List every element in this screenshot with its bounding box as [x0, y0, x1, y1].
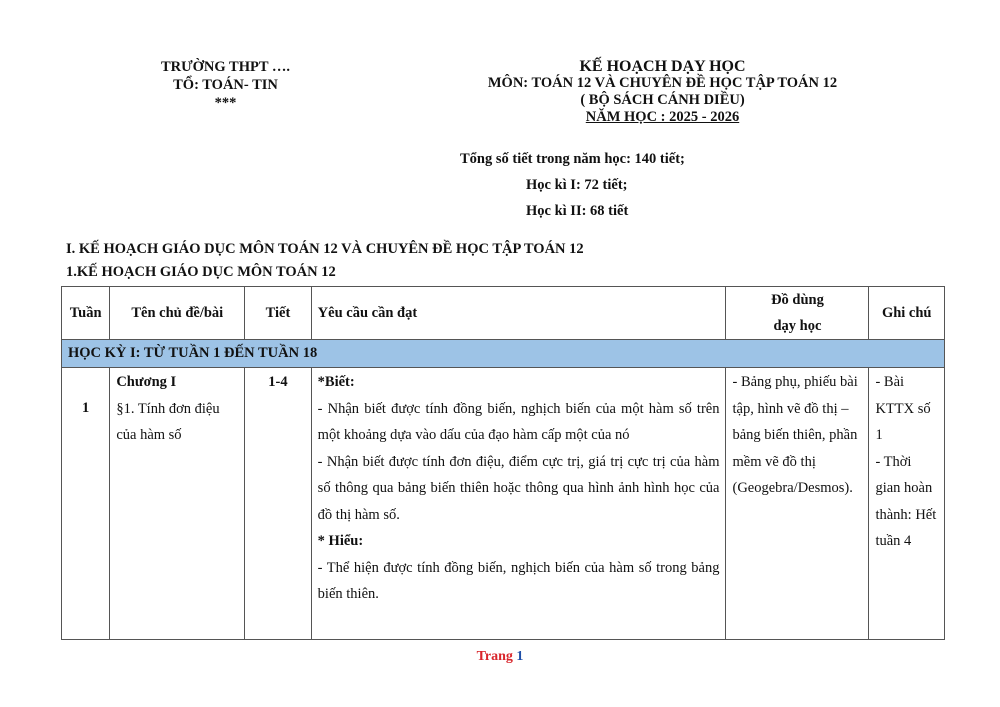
school-header [118, 58, 333, 112]
plan-book: ( BỘ SÁCH CÁNH DIỀU) [580, 92, 745, 108]
plan-header [455, 58, 870, 126]
know-item-1: - Nhận biết được tính đồng biến, nghịch biến của một hàm số trên một khoảng dựa vào dấu của đạo hàm cấp một của nó [317, 400, 720, 443]
row-requirements-cell [311, 368, 726, 640]
notes-item-2: - Thời gian hoàn thành: Hết tuần 4 [875, 453, 937, 549]
semester-label: HỌC KỲ I: TỪ TUẦN 1 ĐẾN TUẦN 18 [62, 340, 945, 368]
header-stars: *** [214, 95, 237, 111]
footer-page-number: 1 [516, 649, 524, 664]
header-week: Tuần [62, 287, 110, 340]
header-requirements: Yêu cầu cần đạt [311, 287, 726, 340]
table-row [62, 368, 945, 640]
understand-label: * Hiểu: [317, 533, 364, 549]
row-tools: - Bảng phụ, phiếu bài tập, hình vẽ đồ thị – bảng biến thiên, phần mềm vẽ đồ thị (Geogebra/Desmos). [726, 368, 869, 640]
row-chapter: Chương I [116, 374, 177, 390]
know-item-2: - Nhận biết được tính đơn điệu, điểm cực trị, giá trị cực trị của hàm số thông qua bảng biến thiên hoặc thông qua hình ảnh hình học của đồ thị hàm số. [317, 453, 720, 523]
semester2-total: Học kì II: 68 tiết [526, 203, 629, 219]
section-heading-2: 1.KẾ HOẠCH GIÁO DỤC MÔN TOÁN 12 [66, 264, 336, 280]
school-name: TRƯỜNG THPT …. [160, 59, 291, 75]
year-total: Tổng số tiết trong năm học: 140 tiết; [460, 151, 685, 167]
row-lesson: §1. Tính đơn điệu của hàm số [116, 400, 220, 443]
plan-title: KẾ HOẠCH DẠY HỌC [579, 58, 746, 75]
row-period: 1-4 [245, 368, 311, 640]
header-tools-line1: Đồ dùng [771, 292, 824, 308]
header-tools [726, 287, 869, 340]
notes-item-1: - Bài KTTX số 1 [875, 374, 931, 443]
header-notes: Ghi chú [869, 287, 945, 340]
plan-year: NĂM HỌC : 2025 - 2026 [585, 109, 740, 125]
plan-subject: MÔN: TOÁN 12 VÀ CHUYÊN ĐỀ HỌC TẬP TOÁN 12 [487, 75, 838, 91]
page-footer [0, 649, 1000, 665]
semester1-total: Học kì I: 72 tiết; [526, 177, 628, 193]
know-label: *Biết: [317, 374, 355, 390]
row-week-cell [62, 368, 110, 640]
understand-item-1: - Thể hiện được tính đồng biến, nghịch biến của hàm số trong bảng biến thiên. [317, 559, 720, 602]
table-header-row [62, 287, 945, 340]
period-totals [460, 146, 685, 224]
section-heading-1: I. KẾ HOẠCH GIÁO DỤC MÔN TOÁN 12 VÀ CHUYÊN ĐỀ HỌC TẬP TOÁN 12 [66, 241, 584, 257]
row-week: 1 [82, 400, 90, 416]
footer-label: Trang [476, 649, 513, 664]
semester-row [62, 340, 945, 368]
row-topic-cell [110, 368, 245, 640]
header-topic: Tên chủ đề/bài [110, 287, 245, 340]
department-name: TỔ: TOÁN- TIN [173, 77, 278, 93]
header-tools-line2: dạy học [773, 318, 822, 334]
education-plan-table [61, 286, 945, 640]
header-period: Tiết [245, 287, 311, 340]
row-notes-cell [869, 368, 945, 640]
